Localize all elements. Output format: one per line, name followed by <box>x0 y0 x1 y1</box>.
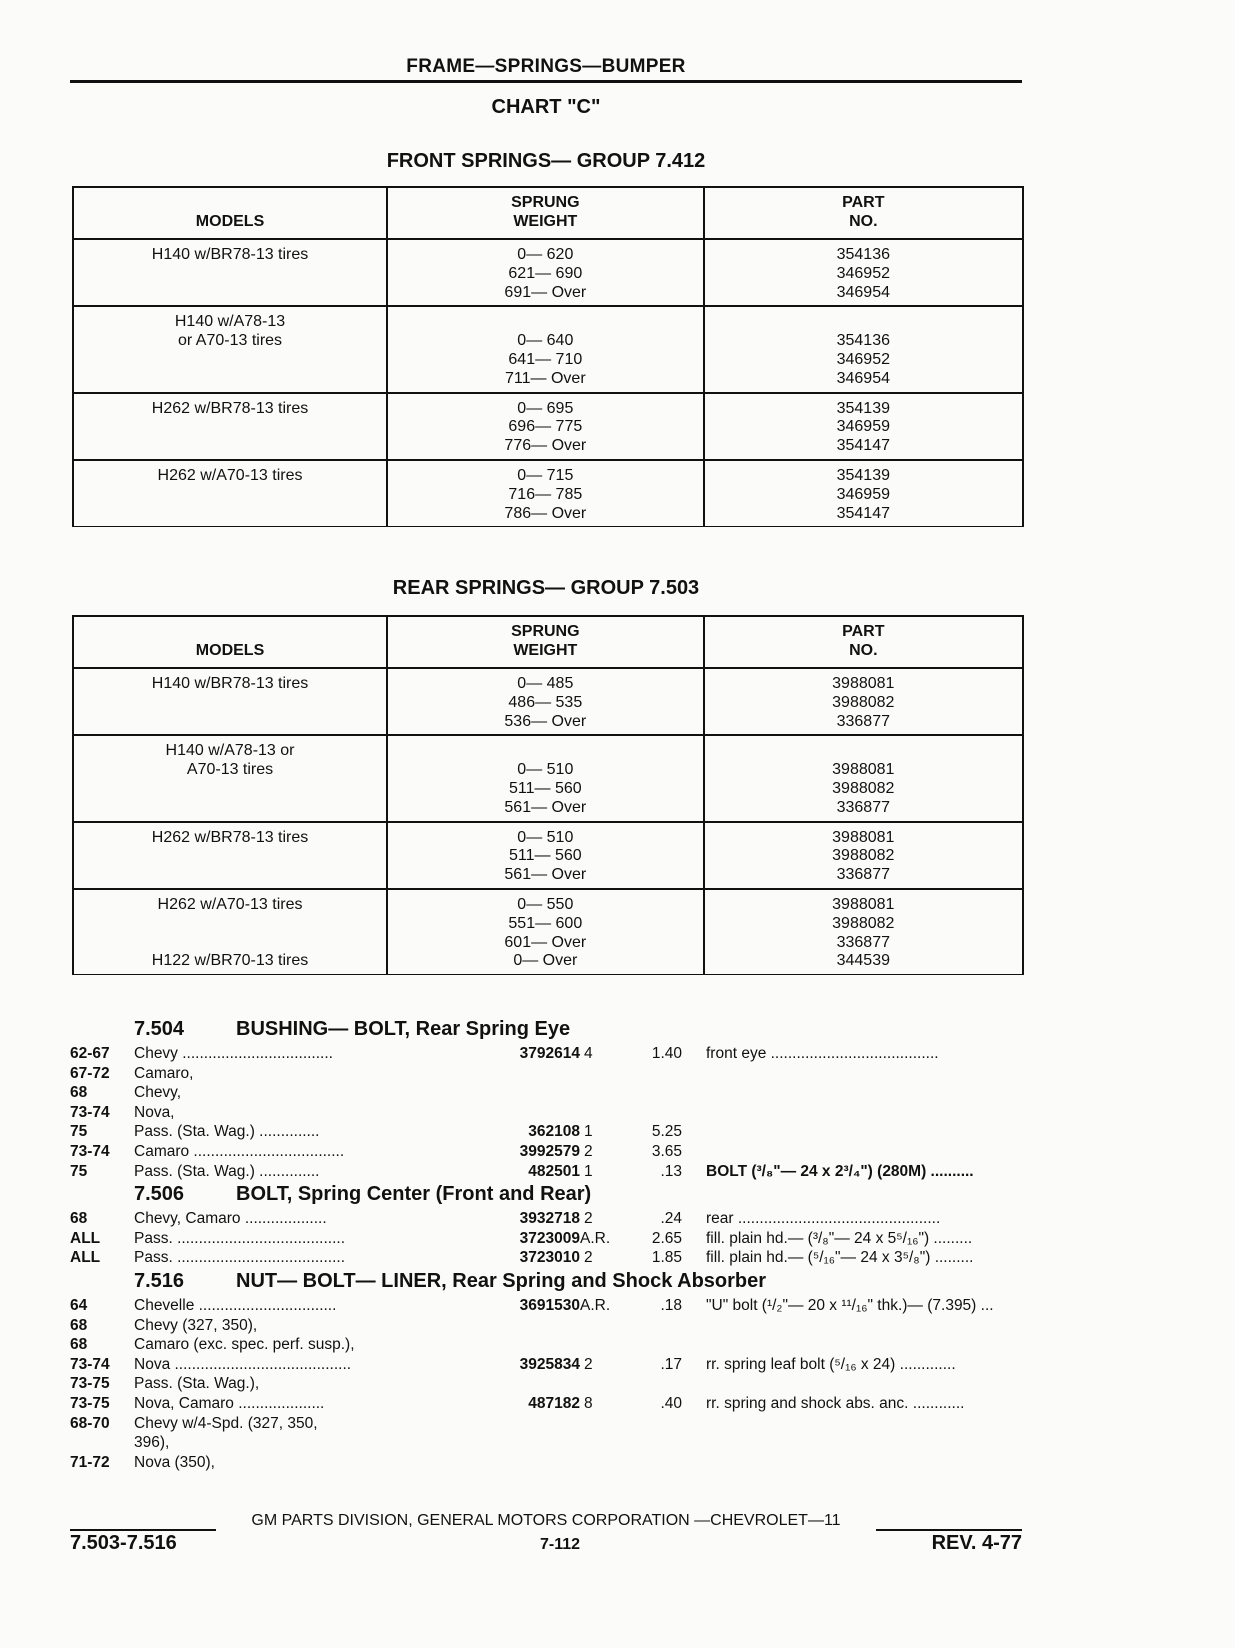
table-row <box>73 393 1023 460</box>
cell-line: H262 w/BR78-13 tires <box>151 828 309 846</box>
sprung-weight-cell <box>387 889 704 975</box>
price: 2.65 <box>651 1229 682 1247</box>
chart-title: CHART "C" <box>491 96 601 118</box>
quantity: 2 <box>584 1355 593 1373</box>
model-description: Pass. (Sta. Wag.) .............. <box>134 1123 320 1141</box>
cell-line <box>78 351 382 370</box>
cell-line: 696— 775 <box>508 418 583 436</box>
part-description: BOLT (³/₈"— 24 x 2³/₄") (280M) .......... <box>706 1162 974 1180</box>
cell-line: 716— 785 <box>508 485 583 503</box>
cell-line <box>78 847 382 866</box>
models-cell <box>73 668 387 735</box>
cell-line: 601— Over <box>504 933 587 951</box>
model-years: 68-70 <box>70 1414 110 1432</box>
list-item <box>70 1335 1030 1355</box>
price: .24 <box>660 1210 682 1228</box>
price: 3.65 <box>651 1142 682 1160</box>
model-years: 71-72 <box>70 1453 110 1471</box>
sprung-weight-cell <box>387 460 704 527</box>
part-number: 3932718 <box>519 1210 580 1228</box>
cell-line <box>709 742 1018 761</box>
cell-line: 346954 <box>836 369 890 387</box>
cell-line: 776— Over <box>504 437 587 455</box>
model-description: Chevy, Camaro ................... <box>134 1210 327 1228</box>
front-springs-rows <box>73 239 1023 527</box>
list-item <box>70 1433 1030 1453</box>
table-row <box>73 306 1023 392</box>
group-title: BOLT, Spring Center (Front and Rear) <box>236 1183 592 1206</box>
part-number-cell <box>704 889 1023 975</box>
cell-line: 3988082 <box>832 914 895 932</box>
part-number-cell <box>704 735 1023 821</box>
footer-publisher: GM PARTS DIVISION, GENERAL MOTORS CORPORATION —CHEVROLET—11 <box>251 1512 841 1529</box>
cell-line <box>78 437 382 456</box>
cell-line: H122 w/BR70-13 tires <box>151 952 309 970</box>
cell-line: or A70-13 tires <box>177 332 283 350</box>
cell-line: 511— 560 <box>508 847 582 865</box>
cell-line: 561— Over <box>504 866 587 884</box>
model-description: Chevelle ................................ <box>134 1296 337 1314</box>
cell-line: 3988081 <box>832 761 895 779</box>
footer-rule-left <box>70 1529 216 1531</box>
model-years: 73-74 <box>70 1355 110 1373</box>
model-description: Chevy ................................... <box>134 1045 333 1062</box>
front-springs-title: FRONT SPRINGS— GROUP 7.412 <box>386 150 706 172</box>
part-number: 3925834 <box>519 1355 580 1373</box>
cell-line: 511— 560 <box>508 779 582 797</box>
group-heading <box>70 1016 1030 1044</box>
list-item <box>70 1064 1030 1084</box>
cell-line: H262 w/A70-13 tires <box>157 466 303 484</box>
models-cell <box>73 889 387 975</box>
cell-line <box>78 505 382 524</box>
model-description: Chevy, <box>134 1084 182 1102</box>
cell-line: 0— 715 <box>517 466 574 484</box>
model-description: Chevy w/4-Spd. (327, 350, <box>134 1414 318 1432</box>
part-number: 487182 <box>528 1394 580 1412</box>
group-title: NUT— BOLT— LINER, Rear Spring and Shock Absorber <box>236 1269 767 1292</box>
cell-line: 3988081 <box>832 895 895 913</box>
parts-listing <box>70 1016 1030 1472</box>
part-number-cell <box>704 393 1023 460</box>
table-row <box>73 460 1023 527</box>
rear-springs-rows <box>73 668 1023 975</box>
list-item <box>70 1248 1030 1268</box>
price: 5.25 <box>651 1123 682 1141</box>
cell-line: 0— 620 <box>517 246 574 263</box>
sprung-weight-cell <box>387 239 704 306</box>
cell-line <box>78 780 382 799</box>
list-item <box>70 1414 1030 1434</box>
rear-springs-title: REAR SPRINGS— GROUP 7.503 <box>392 577 700 599</box>
footer-page-number: 7-112 <box>539 1536 581 1553</box>
cell-line: A70-13 tires <box>186 761 274 779</box>
model-description: Nova, Camaro .................... <box>134 1394 325 1412</box>
list-item <box>70 1122 1030 1142</box>
group-number: 7.504 <box>134 1018 185 1040</box>
model-description: Camaro, <box>134 1064 194 1082</box>
group-number: 7.506 <box>134 1183 185 1206</box>
quantity: 1 <box>584 1123 593 1141</box>
part-number: 3792614 <box>519 1045 580 1062</box>
model-years: ALL <box>70 1229 101 1247</box>
models-cell <box>73 239 387 306</box>
model-description: Camaro ................................... <box>134 1142 345 1160</box>
list-item <box>70 1044 1030 1064</box>
table-row <box>73 889 1023 975</box>
cell-line: 354147 <box>836 437 890 455</box>
cell-line: 354136 <box>836 246 890 263</box>
price: .40 <box>660 1394 682 1412</box>
cell-line <box>78 370 382 389</box>
models-cell <box>73 822 387 889</box>
list-item <box>70 1453 1030 1473</box>
quantity: A.R. <box>580 1229 611 1247</box>
cell-line: 344539 <box>836 952 890 970</box>
cell-line: 0— 550 <box>517 895 574 913</box>
part-description: rr. spring leaf bolt (⁵/₁₆ x 24) ............. <box>706 1355 956 1373</box>
cell-line: 551— 600 <box>508 914 583 932</box>
cell-line: 346959 <box>836 485 890 503</box>
cell-line: 536— Over <box>504 712 587 730</box>
model-years: 73-74 <box>70 1103 110 1121</box>
part-description: fill. plain hd.— (³/₈"— 24 x 5⁵/₁₆") ......... <box>706 1229 973 1247</box>
part-description: rr. spring and shock abs. anc. ............ <box>706 1394 965 1412</box>
cell-line: 3988082 <box>832 847 895 865</box>
sprung-weight-cell <box>387 393 704 460</box>
price: 1.85 <box>651 1249 682 1267</box>
quantity: 2 <box>584 1210 593 1228</box>
quantity: A.R. <box>580 1296 611 1314</box>
list-item <box>70 1296 1030 1316</box>
model-description: 396), <box>134 1434 170 1452</box>
cell-line: 0— Over <box>513 952 578 970</box>
cell-line: 354139 <box>836 466 890 484</box>
cell-line <box>392 742 699 761</box>
cell-line: H140 w/BR78-13 tires <box>151 246 309 263</box>
model-description: Nova (350), <box>134 1453 215 1471</box>
cell-line <box>78 915 382 934</box>
model-years: 73-75 <box>70 1375 110 1393</box>
sprung-weight-cell <box>387 735 704 821</box>
model-years: 68 <box>70 1210 88 1228</box>
cell-line: 3988081 <box>832 828 895 846</box>
cell-line: 336877 <box>836 866 890 884</box>
table-row <box>73 239 1023 306</box>
cell-line <box>78 934 382 953</box>
cell-line: 346952 <box>836 350 890 368</box>
quantity: 4 <box>584 1045 593 1062</box>
part-number-cell <box>704 306 1023 392</box>
cell-line: 641— 710 <box>508 350 583 368</box>
cell-line <box>78 486 382 505</box>
cell-line: 336877 <box>836 933 890 951</box>
models-cell <box>73 460 387 527</box>
models-header: MODELS <box>73 187 387 239</box>
table-row <box>73 822 1023 889</box>
cell-line <box>78 265 382 284</box>
part-description: "U" bolt (¹/₂"— 20 x ¹¹/₁₆" thk.)— (7.395) ... <box>706 1296 994 1314</box>
quantity: 1 <box>584 1162 593 1180</box>
page-header: FRAME—SPRINGS—BUMPER <box>70 56 1022 83</box>
quantity: 2 <box>584 1249 593 1267</box>
cell-line: 336877 <box>836 712 890 730</box>
part-description: fill. plain hd.— (⁵/₁₆"— 24 x 3⁵/₈") ......... <box>706 1249 974 1267</box>
model-years: ALL <box>70 1249 101 1267</box>
part-number: 3691530 <box>519 1296 580 1314</box>
cell-line: 3988081 <box>832 675 895 692</box>
list-item <box>70 1394 1030 1414</box>
model-description: Pass. ....................................... <box>134 1249 346 1267</box>
sprung-weight-header: SPRUNG WEIGHT <box>387 616 704 668</box>
cell-line: 0— 510 <box>517 761 574 779</box>
cell-line <box>78 284 382 303</box>
part-number-cell <box>704 460 1023 527</box>
cell-line: H140 w/BR78-13 tires <box>151 675 309 692</box>
list-item <box>70 1142 1030 1162</box>
cell-line: 3988082 <box>832 693 895 711</box>
cell-line <box>78 713 382 732</box>
cell-line: 0— 510 <box>517 828 574 846</box>
group-heading <box>70 1268 1030 1296</box>
cell-line: 0— 640 <box>517 332 574 350</box>
list-item <box>70 1209 1030 1229</box>
cell-line <box>78 694 382 713</box>
footer-rule-right <box>876 1529 1022 1531</box>
cell-line: 354136 <box>836 332 890 350</box>
model-description: Pass. ....................................... <box>134 1229 346 1247</box>
model-years: 68 <box>70 1336 88 1354</box>
cell-line: 561— Over <box>504 798 587 816</box>
model-years: 75 <box>70 1162 88 1180</box>
cell-line: 354139 <box>836 399 890 417</box>
list-item <box>70 1374 1030 1394</box>
model-description: Nova ......................................... <box>134 1355 352 1373</box>
table-row <box>73 735 1023 821</box>
group-title: BUSHING— BOLT, Rear Spring Eye <box>236 1018 571 1040</box>
models-header: MODELS <box>73 616 387 668</box>
models-cell <box>73 735 387 821</box>
cell-line <box>709 313 1018 332</box>
model-description: Pass. (Sta. Wag.), <box>134 1375 260 1393</box>
cell-line <box>78 418 382 437</box>
cell-line: H140 w/A78-13 or <box>165 742 295 760</box>
part-description: front eye ....................................... <box>706 1045 939 1062</box>
model-years: 62-67 <box>70 1045 110 1062</box>
quantity: 8 <box>584 1394 593 1412</box>
price: 1.40 <box>651 1045 682 1062</box>
model-years: 68 <box>70 1084 88 1102</box>
models-cell <box>73 306 387 392</box>
list-item <box>70 1162 1030 1182</box>
cell-line <box>392 313 699 332</box>
cell-line: 346954 <box>836 283 890 301</box>
cell-line: 786— Over <box>504 504 587 522</box>
sprung-weight-cell <box>387 668 704 735</box>
cell-line <box>78 799 382 818</box>
price: .18 <box>660 1296 682 1314</box>
cell-line: 336877 <box>836 798 890 816</box>
part-number-cell <box>704 239 1023 306</box>
list-item <box>70 1355 1030 1375</box>
footer-revision: REV. 4-77 <box>931 1532 1022 1554</box>
model-years: 68 <box>70 1316 88 1334</box>
part-number-cell <box>704 822 1023 889</box>
sprung-weight-cell <box>387 822 704 889</box>
cell-line <box>78 866 382 885</box>
price: .13 <box>660 1162 682 1180</box>
quantity: 2 <box>584 1142 593 1160</box>
cell-line: 621— 690 <box>508 264 583 282</box>
group-number: 7.516 <box>134 1269 185 1292</box>
cell-line: H262 w/BR78-13 tires <box>151 399 309 417</box>
model-description: Chevy (327, 350), <box>134 1316 258 1334</box>
sprung-weight-header: SPRUNG WEIGHT <box>387 187 704 239</box>
cell-line: 486— 535 <box>508 693 583 711</box>
cell-line: H140 w/A78-13 <box>174 313 286 331</box>
part-no-header: PART NO. <box>704 616 1023 668</box>
part-number: 3723010 <box>519 1249 580 1267</box>
sprung-weight-cell <box>387 306 704 392</box>
table-row <box>73 668 1023 735</box>
cell-line: 0— 695 <box>517 399 574 417</box>
cell-line: 346959 <box>836 418 890 436</box>
model-years: 67-72 <box>70 1064 110 1082</box>
group-heading <box>70 1181 1030 1209</box>
cell-line: 0— 485 <box>517 675 574 692</box>
part-number: 3723009 <box>519 1229 580 1247</box>
model-years: 75 <box>70 1123 88 1141</box>
cell-line: 691— Over <box>504 283 587 301</box>
part-number: 362108 <box>528 1123 580 1141</box>
list-item <box>70 1316 1030 1336</box>
model-description: Pass. (Sta. Wag.) .............. <box>134 1162 320 1180</box>
part-number-cell <box>704 668 1023 735</box>
model-years: 73-74 <box>70 1142 110 1160</box>
footer-section-range: 7.503-7.516 <box>70 1532 177 1554</box>
list-item <box>70 1229 1030 1249</box>
models-cell <box>73 393 387 460</box>
front-springs-table <box>72 186 1024 527</box>
cell-line: 354147 <box>836 504 890 522</box>
model-years: 73-75 <box>70 1394 110 1412</box>
cell-line: 3988082 <box>832 779 895 797</box>
part-no-header: PART NO. <box>704 187 1023 239</box>
rear-springs-table <box>72 615 1024 975</box>
cell-line: 711— Over <box>505 369 586 387</box>
list-item <box>70 1103 1030 1123</box>
model-description: Nova, <box>134 1103 175 1121</box>
part-number: 482501 <box>528 1162 580 1180</box>
price: .17 <box>660 1355 682 1373</box>
cell-line: 346952 <box>836 264 890 282</box>
cell-line: H262 w/A70-13 tires <box>157 895 303 913</box>
model-description: Camaro (exc. spec. perf. susp.), <box>134 1336 355 1354</box>
part-description: rear ............................................... <box>706 1210 941 1228</box>
part-number: 3992579 <box>519 1142 580 1160</box>
list-item <box>70 1083 1030 1103</box>
model-years: 64 <box>70 1296 88 1314</box>
